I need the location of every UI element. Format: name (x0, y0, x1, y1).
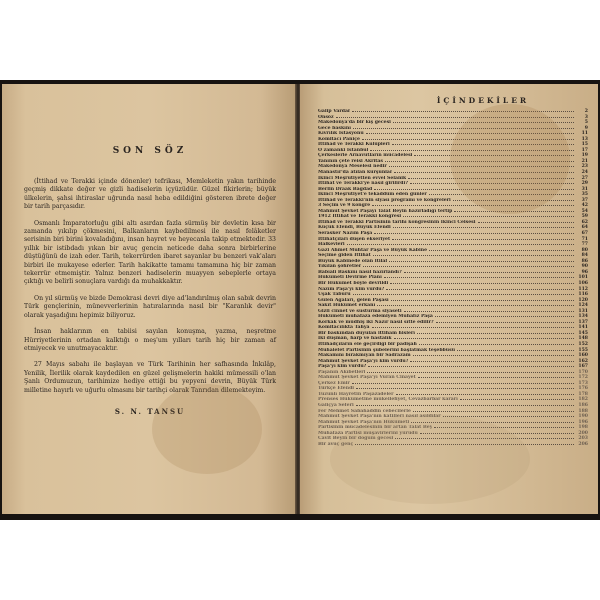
toc-entry-title: Galiçya Seferi (318, 402, 354, 408)
toc-leader-dots (372, 327, 574, 328)
toc-entry-page: 9 (584, 125, 588, 131)
toc-entry-title: Mahmut Şevket Paşa'yı Vuran Cinayet (318, 375, 416, 381)
paragraph: (İttihad ve Terakki içinde dönenler) tefrikası, Memleketin yakın tarihinde geçmiş dikkate değer ve gizli hadiselerin içyüzüdür. Güzel fikirlerin; büyük ülkelerin, şahsi ihtiraslar uğrunda nasıl heba edildiğini gösteren ibrete değer bir tarih parçasıdır. (24, 178, 276, 211)
toc-leader-dots (394, 172, 574, 173)
toc-leader-dots (352, 383, 574, 384)
toc-entry-title: Prenses Hükümetine mükellefiyet, Cevazbarbar kararı (318, 397, 458, 403)
toc-entry-page: 96 (581, 269, 588, 275)
toc-title: İÇİNDEKİLER (436, 96, 530, 105)
toc-entry-title: İttihad ve Terakki Kulüpleri (318, 142, 390, 148)
toc-leader-dots (408, 178, 574, 179)
toc-entry-page: 152 (578, 341, 588, 347)
toc-entry-page: 71 (581, 236, 588, 242)
toc-entry-page: 5 (584, 120, 588, 126)
toc-leader-dots (372, 205, 574, 206)
toc-leader-dots (393, 122, 574, 123)
toc-entry-title: Çerkez Emir (318, 380, 350, 386)
toc-entry-page: 2 (584, 109, 588, 114)
toc-entry-title: İki düşman, harp ve hastalık (318, 336, 392, 342)
paper-stain (152, 384, 262, 474)
toc-entry-page: 200 (578, 430, 588, 436)
toc-entry-page: 35 (581, 192, 588, 198)
toc-entry-title: Makedonya'da bir kış gecesi (318, 120, 391, 126)
toc-entry-page: 29 (581, 181, 588, 187)
toc-entry-title: Paşa'yı kim vurdu? (318, 364, 367, 370)
paragraph: On yıl sürmüş ve bizde Demokrasi devri diye ad'landırılmış olan sabık devrin Türk gençlerinin, münevverlerinin hatıralarında nasıl bir "Karanlık devir" olarak yaşadığını hepimiz biliyoruz. (24, 294, 276, 319)
toc-leader-dots (413, 355, 574, 356)
toc-entry-page: 54 (581, 208, 588, 214)
toc-entry-page: 172 (578, 375, 588, 381)
toc-entry-page: 15 (581, 142, 588, 148)
toc-entry (318, 442, 588, 448)
open-book (0, 80, 600, 520)
toc-entry-title: İkinci Meşrutiyetten evvel Selânik (318, 175, 407, 181)
table-of-contents (318, 109, 588, 447)
toc-entry-page: 21 (581, 158, 588, 164)
toc-entry-title: Küçük Efendi, Büyük Efendi (318, 225, 391, 231)
toc-leader-dots (418, 377, 574, 378)
toc-leader-dots (457, 350, 574, 351)
toc-entry-page: 27 (581, 175, 588, 181)
right-page (300, 84, 598, 514)
toc-leader-dots (368, 366, 574, 367)
toc-leader-dots (434, 427, 574, 428)
toc-entry-page: 131 (578, 308, 588, 314)
toc-entry-title: Hükümeti muhafaza edemiyen Muhafız Paşa (318, 314, 433, 320)
toc-entry-title: Uşak Taburu (318, 292, 351, 298)
toc-leader-dots (393, 227, 574, 228)
toc-entry-page: 116 (578, 292, 588, 298)
toc-entry-title: Gülen Ağaları, gelen Paşası (318, 297, 389, 303)
toc-entry-page: 170 (578, 369, 588, 375)
toc-leader-dots (392, 239, 574, 240)
toc-entry-title: Tuzunlı Hayretin Paşazadeler (318, 391, 394, 397)
toc-entry-page: 120 (578, 297, 588, 303)
toc-leader-dots (356, 388, 574, 389)
toc-entry-title: Manastır'da atılan kurşunlar (318, 170, 393, 176)
toc-entry-page: 86 (581, 258, 588, 264)
toc-leader-dots (355, 444, 574, 445)
toc-leader-dots (443, 416, 574, 417)
toc-entry-title: Bâbıâli Baskını nasıl hazırlandı? (318, 269, 402, 275)
toc-leader-dots (394, 338, 574, 339)
toc-entry-title: Korkak ve müdhiş iki Nazır nasıl sıtte edilir? (318, 319, 434, 325)
toc-entry-page: 112 (578, 286, 588, 292)
toc-entry-page: 155 (578, 347, 588, 353)
toc-leader-dots (413, 411, 574, 412)
toc-entry-page: 77 (581, 242, 588, 248)
toc-entry-title: Mahmut Şevket Paşa'yı kim vurdu? (318, 358, 409, 364)
toc-entry-title: O zamanki İstanbul (318, 147, 369, 153)
toc-entry-title: Yıkılan şöhretler (318, 264, 362, 270)
toc-entry-page: 17 (581, 147, 588, 153)
toc-leader-dots (410, 361, 574, 362)
toc-entry-page: 206 (578, 441, 588, 447)
toc-entry-page: 24 (581, 170, 588, 176)
toc-entry-page: 13 (581, 136, 588, 142)
toc-entry-page: 124 (578, 303, 588, 309)
toc-entry-title: 3 Seçim ve 9 kongre (318, 203, 371, 209)
toc-entry-title: Seçime giden İttihat (318, 253, 371, 259)
toc-entry-page: 101 (578, 275, 588, 281)
toc-entry-page: 67 (581, 231, 588, 237)
toc-entry-title: Mahmut Şevket Paşa'nın Hükümeti (318, 419, 410, 425)
toc-leader-dots (403, 216, 574, 217)
toc-leader-dots (453, 200, 574, 201)
toc-entry-page: 137 (578, 319, 588, 325)
toc-entry-page: 62 (581, 219, 588, 225)
toc-leader-dots (366, 133, 574, 134)
toc-leader-dots (429, 194, 574, 195)
toc-leader-dots (392, 144, 574, 145)
toc-entry-title: Kıvrılık İstasyonu (318, 131, 364, 137)
toc-leader-dots (436, 322, 574, 323)
toc-leader-dots (390, 283, 574, 284)
toc-leader-dots (404, 272, 574, 273)
toc-leader-dots (460, 399, 574, 400)
toc-leader-dots (386, 289, 574, 290)
toc-entry-page: 148 (578, 336, 588, 342)
toc-entry-page: 90 (581, 264, 588, 270)
toc-leader-dots (363, 266, 574, 267)
toc-entry-title: Mahmut Şevket Paşayı Talât Beyin hazırladığı tertip (318, 208, 453, 214)
toc-entry-title: Bir baskından duyulan ittiham hislerı (318, 330, 416, 336)
toc-entry-title: Büyük Kabinede olan İtilâf (318, 258, 388, 264)
toc-entry-title: Muhafaza Partisi müşavirlerini yürüdü (318, 430, 418, 436)
toc-entry-title: İttihadçıların ele geçirdiği bir padişah (318, 341, 417, 347)
toc-entry-title: Gizli cinnet ve susturma siyaseti (318, 308, 402, 314)
toc-entry-title: Hükümeti Devirme Plânı (318, 275, 382, 281)
toc-entry-page: 198 (578, 425, 588, 431)
toc-leader-dots (404, 311, 574, 312)
toc-entry-title: Halkevleri (318, 242, 345, 248)
toc-entry-title: Gazi Ahmet Muhtar Paşa ve Büyük Kabine (318, 247, 428, 253)
toc-leader-dots (420, 433, 574, 434)
author-signature: S. N. TANSU (114, 406, 186, 416)
toc-leader-dots (454, 211, 574, 212)
toc-entry-page: 3 (584, 114, 588, 120)
toc-entry-page: 186 (578, 402, 588, 408)
toc-leader-dots (419, 344, 574, 345)
toc-leader-dots (353, 294, 574, 295)
toc-entry-title: Muhalefet Partisinin şubelerini başlatmak teşebbüsü (318, 347, 456, 353)
toc-entry-title: Serasker Nâzım Paşa (318, 231, 373, 237)
toc-entry-page: 160 (578, 353, 588, 359)
paragraph: Osmanlı İmparatorluğu gibi altı asırdan fazla sürmüş bir devletin kısa bir zamanda yıkılıp çökmesini, Balkanların kaybedilmesi ile nasıl felâketler serisinin biri birini kovaladığını, insan hayret ve heyecanla takip etmektedir. 33 yıllık bir istibdadı yıkan bir avuç gencin neticede daha sonra birbirlerine düştüğünü de izah eder. Tarih, tekerrürden ibaret sayanlar bu benzeri vak'aları birbiri ile mukayese ederler. Tarih hakikatte tamamı tamamına hiç bir zaman tekerrür etmemiştir. Yalnız benzeri hadiselerin muayyen sebeplerle ortaya çıktığı ve belirli sonuçlara vardığı da muhakkaktır. (24, 219, 276, 286)
toc-entry-page: 176 (578, 386, 588, 392)
toc-entry-title: Partisinin mücadelesinin bir artan Talât Bey (318, 425, 433, 431)
toc-entry-title: Önsöz (318, 114, 334, 120)
toc-leader-dots (347, 244, 574, 245)
toc-entry-title: Paşanın Akıbetleri (318, 369, 366, 375)
left-page (2, 84, 296, 514)
toc-entry-page: 134 (578, 314, 588, 320)
toc-entry-title: Makedonya Meselesi nedir (318, 164, 387, 170)
toc-leader-dots (395, 438, 574, 439)
toc-leader-dots (389, 166, 574, 167)
toc-entry-page: 64 (581, 225, 588, 231)
toc-entry-page: 188 (578, 408, 588, 414)
toc-entry-page: 84 (581, 253, 588, 259)
left-page-text (24, 178, 276, 395)
toc-entry-title: Komitacı Paniçe (318, 136, 360, 142)
toc-entry-page: 167 (578, 364, 588, 370)
toc-entry-page: 23 (581, 164, 588, 170)
toc-entry-page: 196 (578, 419, 588, 425)
toc-entry-page: 80 (581, 247, 588, 253)
toc-entry-title: Yanının çete reisi Akritas (318, 158, 383, 164)
toc-entry-title: İttihad ve Terakki'nin siyasî programı ve kongreleri (318, 197, 451, 203)
toc-leader-dots (384, 277, 574, 278)
toc-entry-title: Fer Mehmet Sabahaddin cebecilerle (318, 408, 411, 414)
toc-leader-dots (396, 394, 574, 395)
toc-entry-page: 190 (578, 414, 588, 420)
toc-entry-title: Çerkeslerle Arnavutların mücadelesi (318, 153, 413, 159)
toc-leader-dots (429, 250, 574, 251)
toc-entry-page: 162 (578, 358, 588, 364)
toc-leader-dots (373, 255, 574, 256)
toc-entry-page: 31 (581, 186, 588, 192)
toc-leader-dots (362, 139, 574, 140)
toc-leader-dots (417, 333, 574, 334)
toc-entry-title: Mahmut Şevket Paşa'nın katilleri nasıl asıldılar (318, 414, 441, 420)
toc-entry-title: İkinci Meşrutiyet'e tekaddüm eden günler (318, 192, 427, 198)
toc-entry-page: 141 (578, 325, 588, 331)
toc-entry-page: 19 (581, 153, 588, 159)
toc-entry-title: Komitacılıkta Tahya (318, 325, 370, 331)
toc-entry-page: 173 (578, 380, 588, 386)
toc-leader-dots (356, 405, 574, 406)
toc-leader-dots (352, 111, 574, 112)
toc-entry-page: 203 (578, 436, 588, 442)
left-page-title: SON SÖZ (112, 146, 188, 156)
toc-leader-dots (411, 422, 574, 423)
toc-leader-dots (435, 316, 574, 317)
toc-leader-dots (391, 300, 574, 301)
toc-entry-title: Nâzım Paşa'yı kim vurdu? (318, 286, 385, 292)
paragraph: 27 Mayıs sabahı ile başlayan ve Türk Tarihinin her safhasında İnkılâp, Yenilik, İlerilik olarak kaydedilen en güzel gelişmelerin hakiki mümessili o'lan Şanlı Ordumuzun, tarihimize hediye ettiği bu yepyeni devrin, Büyük Türk milletine hayırlı ve uğurlu olmasını bir tarihçi olarak Tanrıdan dilemekteyim. (24, 361, 276, 394)
toc-leader-dots (336, 117, 574, 118)
toc-entry-page: 37 (581, 197, 588, 203)
toc-leader-dots (374, 233, 574, 234)
toc-entry-title: Makamını bırakmıyan bir Sadrazam (318, 353, 411, 359)
toc-leader-dots (377, 305, 574, 306)
paragraph: İnsan haklarının en tabiisi sayılan konuşma, yazma, neşretme Hürriyetlerinin ortadan kalktığı o meş'um yılları tarih hiç bir zaman af etmiyecek ve unutmayacaktır. (24, 328, 276, 352)
toc-entry-page: 182 (578, 397, 588, 403)
toc-entry-title: Berlin Draak Bağdad (318, 186, 373, 192)
toc-entry-page: 178 (578, 391, 588, 397)
toc-entry-title: Gece baskını (318, 125, 351, 131)
toc-entry-title: İttihatçıları düşen ekseriyet (318, 236, 391, 242)
toc-entry-title: İttihat ve Terakki'ye nasıl girilirdi? (318, 181, 408, 187)
toc-leader-dots (478, 222, 575, 223)
toc-leader-dots (410, 183, 574, 184)
toc-leader-dots (389, 261, 574, 262)
toc-entry-page: 11 (581, 131, 588, 137)
toc-entry-title: İttihad ve Terakki Partisinin tarihî kongresinin İkinci Celsesi (318, 219, 476, 225)
toc-entry-title: Cavit Beyin bir doğum gecesi (318, 436, 394, 442)
toc-entry-title: Bir Hükûmet böyle devrildi (318, 280, 389, 286)
toc-leader-dots (370, 150, 574, 151)
toc-entry-title: Sakıt Hükümet erkânı (318, 303, 376, 309)
toc-leader-dots (414, 155, 574, 156)
toc-leader-dots (374, 189, 574, 190)
toc-entry-title: Türkçe Efendi (318, 386, 355, 392)
toc-entry-title: Bir avuç genç (318, 441, 354, 447)
toc-entry-title: Galip Vardar (318, 109, 351, 114)
toc-entry-title: 1912 İttihat ve Terakki kongresi (318, 214, 402, 220)
toc-leader-dots (367, 372, 574, 373)
toc-leader-dots (385, 161, 574, 162)
toc-leader-dots (353, 128, 574, 129)
toc-entry-page: 145 (578, 330, 588, 336)
toc-entry-page: 59 (581, 214, 588, 220)
toc-entry-page: 106 (578, 280, 588, 286)
toc-entry-page: 42 (581, 203, 588, 209)
